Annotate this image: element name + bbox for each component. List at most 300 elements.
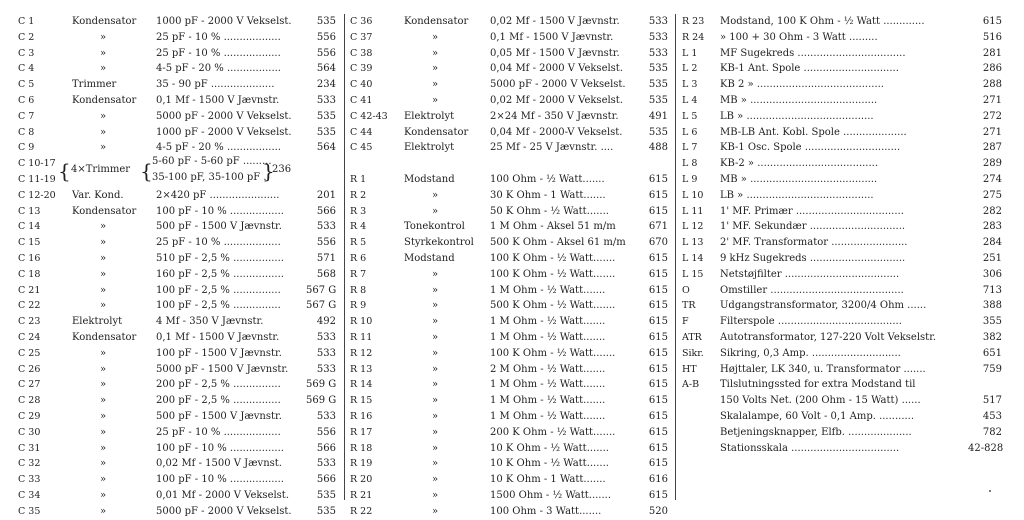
part-number: 615 <box>648 300 668 312</box>
part-number: 533 <box>316 94 336 106</box>
part-desc: 4-5 pF - 20 % ................. <box>156 63 281 75</box>
part-number: 616 <box>648 474 668 486</box>
part-desc: 1' MF. Sekundær .............................. <box>720 221 906 233</box>
part-type: » <box>100 284 107 296</box>
part-desc: 500 K Ohm - Aksel 61 m/m <box>490 237 626 249</box>
part-type: Elektrolyt <box>404 110 455 122</box>
part-desc: 200 pF - 2,5 % ............... <box>156 395 281 407</box>
part-ref: L 9 <box>682 173 698 185</box>
part-number: 615 <box>648 205 668 217</box>
part-number: 234 <box>316 79 336 91</box>
part-desc: KB 2 » ........................................ <box>720 79 884 91</box>
part-ref: L 3 <box>682 79 698 91</box>
part-ref: R 2 <box>350 189 367 201</box>
parts-row <box>682 204 1002 220</box>
part-desc: 160 pF - 2,5 % ................ <box>156 268 284 280</box>
part-desc: 1500 Ohm - ½ Watt....... <box>490 489 612 501</box>
part-number: 355 <box>982 316 1002 328</box>
part-number: 615 <box>648 316 668 328</box>
part-number: 782 <box>982 426 1002 438</box>
part-ref: C 28 <box>18 395 41 407</box>
parts-row <box>18 314 336 330</box>
part-number: 615 <box>648 442 668 454</box>
part-desc: 1 M Ohm - ½ Watt....... <box>490 379 606 391</box>
part-type: » <box>100 426 107 438</box>
corner-speck <box>989 490 991 492</box>
part-ref: C 13 <box>18 205 41 217</box>
part-desc: 0,02 Mf - 2000 V Vekselst. <box>490 94 624 106</box>
part-ref: C 3 <box>18 47 35 59</box>
parts-row <box>682 61 1002 77</box>
part-desc: Stationsskala .................................. <box>720 442 900 454</box>
part-desc: Betjeningsknapper, Elfb. .................... <box>720 426 912 438</box>
part-type: » <box>432 426 439 438</box>
part-type: Kondensator <box>72 16 137 27</box>
part-ref: C 7 <box>18 110 35 122</box>
part-desc: 25 pF - 10 % .................. <box>156 47 281 59</box>
part-desc: 1000 pF - 2000 V Vekselst. <box>156 126 292 138</box>
part-ref: C 6 <box>18 94 35 106</box>
trimmer-group-label: 4×Trimmer <box>71 164 131 175</box>
part-ref: R 15 <box>350 395 373 407</box>
parts-row <box>350 156 670 172</box>
part-ref: C 36 <box>350 16 373 27</box>
part-ref: C 11-19 <box>18 173 56 185</box>
part-type: » <box>432 94 439 106</box>
parts-row <box>18 409 336 425</box>
part-number: 564 <box>316 63 336 75</box>
parts-row <box>350 425 670 441</box>
part-number: 271 <box>982 126 1002 138</box>
part-number: 535 <box>316 505 336 517</box>
part-ref: TR <box>682 300 696 312</box>
part-type: » <box>432 331 439 343</box>
parts-row <box>18 330 336 346</box>
part-ref: C 29 <box>18 410 41 422</box>
part-number: 615 <box>648 395 668 407</box>
part-type: » <box>100 458 107 470</box>
part-number: 488 <box>648 142 668 154</box>
part-desc: 100 Ohm - 3 Watt....... <box>490 505 602 517</box>
part-desc: Skalalampe, 60 Volt - 0,1 Amp. ........... <box>720 410 915 422</box>
part-number: 535 <box>648 94 668 106</box>
part-number: 535 <box>316 16 336 27</box>
part-number: 251 <box>982 252 1002 264</box>
parts-column-1 <box>18 14 336 520</box>
part-type: » <box>100 347 107 359</box>
part-number: 492 <box>316 316 336 328</box>
part-number: 566 <box>316 442 336 454</box>
part-ref: C 5 <box>18 79 35 91</box>
part-number: 670 <box>648 237 668 249</box>
part-type: » <box>100 252 107 264</box>
mid-brace: { <box>140 159 153 183</box>
parts-row <box>350 235 670 251</box>
part-number: 615 <box>648 458 668 470</box>
part-ref: C 30 <box>18 426 41 438</box>
part-ref: ATR <box>682 331 702 343</box>
parts-row <box>350 219 670 235</box>
parts-row <box>682 314 1002 330</box>
parts-row <box>18 204 336 220</box>
part-ref: C 27 <box>18 379 41 391</box>
part-desc: 2×24 Mf - 350 V Jævnstr. <box>490 110 619 122</box>
part-type: » <box>100 31 107 43</box>
part-desc: 0,1 Mf - 1500 V Jævnstr. <box>490 31 614 43</box>
part-number: 306 <box>982 268 1002 280</box>
part-type: » <box>432 300 439 312</box>
part-number: 615 <box>648 426 668 438</box>
parts-row <box>18 77 336 93</box>
part-desc: MB » ........................................ <box>720 94 878 106</box>
part-number: 566 <box>316 474 336 486</box>
part-desc: 100 pF - 1500 V Jævnstr. <box>156 347 282 359</box>
part-ref: C 45 <box>350 142 373 154</box>
parts-row <box>18 441 336 457</box>
part-desc: 150 Volts Net. (200 Ohm - 15 Watt) ...... <box>720 395 921 407</box>
parts-row <box>682 425 1002 441</box>
part-type: » <box>432 442 439 454</box>
part-number: 615 <box>648 363 668 375</box>
part-desc: Omstiller .......................................... <box>720 284 904 296</box>
part-type: Kondensator <box>404 126 469 138</box>
part-ref: C 15 <box>18 237 41 249</box>
part-number: 282 <box>982 205 1002 217</box>
part-desc: 0,04 Mf - 2000-V Vekselst. <box>490 126 623 138</box>
part-desc: 5000 pF - 2000 V Vekselst. <box>156 110 292 122</box>
part-ref: R 17 <box>350 426 373 438</box>
parts-row <box>350 393 670 409</box>
part-desc: Udgangstransformator, 3200/4 Ohm ...... <box>720 300 927 312</box>
part-type: » <box>432 268 439 280</box>
part-number: 284 <box>982 237 1002 249</box>
part-desc: 4 Mf - 350 V Jævnstr. <box>156 316 264 328</box>
part-number: 556 <box>316 237 336 249</box>
part-ref: L 12 <box>682 221 704 233</box>
parts-row <box>682 377 1002 393</box>
part-number: 564 <box>316 142 336 154</box>
parts-row <box>350 140 670 156</box>
part-ref: O <box>682 284 690 296</box>
trimmer-group-line1: 5-60 pF - 5-60 pF ......... <box>152 156 272 167</box>
part-type: » <box>432 410 439 422</box>
part-number: 567 G <box>306 284 337 296</box>
parts-row <box>350 362 670 378</box>
part-ref: C 14 <box>18 221 41 233</box>
part-desc: KB-1 Osc. Spole .............................. <box>720 142 901 154</box>
part-ref: R 8 <box>350 284 367 296</box>
parts-row <box>18 283 336 299</box>
parts-row <box>350 93 670 109</box>
part-ref: L 13 <box>682 237 704 249</box>
part-number: 533 <box>316 331 336 343</box>
part-number: 568 <box>316 268 336 280</box>
part-desc: 100 Ohm - ½ Watt....... <box>490 173 605 185</box>
part-number: 533 <box>316 410 336 422</box>
trimmer-group <box>18 156 336 188</box>
part-type: » <box>100 410 107 422</box>
parts-row <box>350 77 670 93</box>
part-desc: 200 pF - 2,5 % ............... <box>156 379 281 391</box>
part-desc: LB » ........................................ <box>720 189 874 201</box>
part-ref: R 22 <box>350 505 373 517</box>
part-desc: 100 pF - 2,5 % ............... <box>156 300 281 312</box>
left-brace: { <box>58 159 71 183</box>
part-number: 275 <box>982 189 1002 201</box>
part-desc: 200 K Ohm - ½ Watt....... <box>490 426 616 438</box>
parts-row <box>682 283 1002 299</box>
part-ref: R 6 <box>350 252 367 264</box>
part-ref: C 41 <box>350 94 373 106</box>
part-desc: 0,01 Mf - 2000 V Vekselst. <box>156 489 290 501</box>
part-ref: R 23 <box>682 16 705 27</box>
parts-row <box>18 377 336 393</box>
part-number: 535 <box>316 489 336 501</box>
parts-row <box>350 125 670 141</box>
part-type: » <box>100 489 107 501</box>
part-number: 535 <box>648 126 668 138</box>
part-desc: 25 Mf - 25 V Jævnstr. .... <box>490 142 614 154</box>
part-number: 556 <box>316 31 336 43</box>
parts-row <box>682 298 1002 314</box>
parts-row <box>350 109 670 125</box>
parts-row <box>18 488 336 504</box>
part-ref: L 1 <box>682 47 698 59</box>
part-ref: C 38 <box>350 47 373 59</box>
part-number: 274 <box>982 173 1002 185</box>
parts-row <box>350 409 670 425</box>
part-desc: KB-2 » ...................................... <box>720 158 879 170</box>
part-ref: C 12-20 <box>18 189 56 201</box>
parts-row <box>18 30 336 46</box>
parts-row <box>350 204 670 220</box>
part-desc: 10 K Ohm - 1 Watt....... <box>490 474 606 486</box>
part-number: 272 <box>982 110 1002 122</box>
part-desc: 100 K Ohm - ½ Watt....... <box>490 252 616 264</box>
part-desc: 100 pF - 10 % ................. <box>156 205 284 217</box>
part-type: Var. Kond. <box>72 189 124 201</box>
part-ref: R 3 <box>350 205 367 217</box>
part-number: 615 <box>648 252 668 264</box>
part-ref: C 9 <box>18 142 35 154</box>
part-ref: L 10 <box>682 189 704 201</box>
part-ref: C 25 <box>18 347 41 359</box>
parts-row <box>18 46 336 62</box>
parts-row <box>350 441 670 457</box>
parts-row <box>682 441 1002 457</box>
part-type: » <box>432 316 439 328</box>
part-type: Kondensator <box>72 94 137 106</box>
part-desc: 1 M Ohm - Aksel 51 m/m <box>490 221 616 233</box>
part-number: 517 <box>982 395 1002 407</box>
part-type: Kondensator <box>72 205 137 217</box>
part-type: Modstand <box>404 252 455 264</box>
parts-row <box>18 14 336 30</box>
part-ref: R 10 <box>350 316 373 328</box>
part-desc: 5000 pF - 2000 V Vekselst. <box>490 79 626 91</box>
column-divider-1 <box>344 14 345 500</box>
part-type: » <box>100 63 107 75</box>
part-ref: R 13 <box>350 363 373 375</box>
part-ref: C 16 <box>18 252 41 264</box>
part-type: » <box>100 395 107 407</box>
part-number: 615 <box>982 16 1002 27</box>
part-number: 520 <box>648 505 668 517</box>
part-type: » <box>432 284 439 296</box>
part-ref: R 18 <box>350 442 373 454</box>
column-divider-2 <box>675 14 676 500</box>
part-number: 571 <box>316 252 336 264</box>
parts-row <box>682 77 1002 93</box>
part-ref: C 31 <box>18 442 41 454</box>
part-desc: MB » ........................................ <box>720 173 878 185</box>
parts-row <box>18 140 336 156</box>
parts-row <box>682 140 1002 156</box>
part-number: 382 <box>982 331 1002 343</box>
part-ref: R 19 <box>350 458 373 470</box>
parts-row <box>682 362 1002 378</box>
part-number: 288 <box>982 79 1002 91</box>
part-ref: L 15 <box>682 268 704 280</box>
part-number: 533 <box>316 363 336 375</box>
part-desc: 500 pF - 1500 V Jævnstr. <box>156 221 282 233</box>
part-number: 42-828 <box>968 442 1004 454</box>
parts-row <box>350 172 670 188</box>
part-ref: HT <box>682 363 697 375</box>
part-ref: L 4 <box>682 94 698 106</box>
part-ref: R 14 <box>350 379 373 391</box>
part-number: 615 <box>648 347 668 359</box>
part-desc: 2×420 pF ...................... <box>156 189 280 201</box>
part-ref: R 24 <box>682 31 705 43</box>
part-ref: C 35 <box>18 505 41 517</box>
parts-row <box>18 188 336 204</box>
part-number: 615 <box>648 173 668 185</box>
part-type: » <box>432 379 439 391</box>
part-type: » <box>432 189 439 201</box>
part-desc: 100 K Ohm - ½ Watt....... <box>490 347 616 359</box>
part-ref: C 40 <box>350 79 373 91</box>
part-type: » <box>100 505 107 517</box>
parts-column-3 <box>682 14 1002 456</box>
part-number: 491 <box>648 110 668 122</box>
part-type: » <box>432 63 439 75</box>
parts-row <box>682 30 1002 46</box>
part-ref: C 34 <box>18 489 41 501</box>
parts-row <box>350 472 670 488</box>
part-number: 759 <box>982 363 1002 375</box>
part-ref: R 20 <box>350 474 373 486</box>
parts-row <box>350 456 670 472</box>
part-number: 615 <box>648 379 668 391</box>
part-type: Kondensator <box>72 331 137 343</box>
part-type: » <box>100 363 107 375</box>
part-desc: Modstand, 100 K Ohm - ½ Watt ............. <box>720 16 925 27</box>
parts-row <box>18 298 336 314</box>
part-type: » <box>100 442 107 454</box>
parts-row <box>682 156 1002 172</box>
part-desc: 0,02 Mf - 1500 V Jævnst. <box>156 458 282 470</box>
part-desc: Filterspole ....................................... <box>720 316 902 328</box>
part-type: » <box>432 347 439 359</box>
part-desc: 10 K Ohm - ½ Watt....... <box>490 458 609 470</box>
part-ref: R 1 <box>350 173 367 185</box>
part-desc: 1 M Ohm - ½ Watt....... <box>490 284 606 296</box>
parts-row <box>18 472 336 488</box>
part-desc: 100 K Ohm - ½ Watt....... <box>490 268 616 280</box>
part-ref: R 4 <box>350 221 367 233</box>
part-desc: 1 M Ohm - ½ Watt....... <box>490 410 606 422</box>
part-desc: 5000 pF - 1500 V Jævnstr. <box>156 363 289 375</box>
parts-row <box>682 267 1002 283</box>
part-ref: C 1 <box>18 16 35 27</box>
part-desc: 510 pF - 2,5 % ................ <box>156 252 284 264</box>
trimmer-group-num: 236 <box>272 164 292 175</box>
part-number: 533 <box>316 221 336 233</box>
parts-row <box>350 488 670 504</box>
parts-row <box>682 46 1002 62</box>
part-ref: C 10-17 <box>18 158 56 170</box>
part-ref: C 22 <box>18 300 41 312</box>
parts-row <box>682 330 1002 346</box>
part-ref: R 12 <box>350 347 373 359</box>
parts-row <box>18 425 336 441</box>
part-number: 516 <box>982 31 1002 43</box>
trimmer-group-line2: 35-100 pF, 35-100 pF . <box>152 172 267 183</box>
part-number: 271 <box>982 94 1002 106</box>
part-type: » <box>432 489 439 501</box>
part-desc: 2' MF. Transformator ........................ <box>720 237 908 249</box>
parts-row <box>682 188 1002 204</box>
part-ref: R 7 <box>350 268 367 280</box>
part-type: Elektrolyt <box>404 142 455 154</box>
part-ref: C 42-43 <box>350 110 388 122</box>
part-type: » <box>432 79 439 91</box>
part-desc: 100 pF - 2,5 % ............... <box>156 284 281 296</box>
part-desc: MB-LB Ant. Kobl. Spole .................... <box>720 126 907 138</box>
parts-row <box>18 109 336 125</box>
part-ref: L 6 <box>682 126 698 138</box>
parts-row <box>682 346 1002 362</box>
part-desc: » 100 + 30 Ohm - 3 Watt ......... <box>720 31 878 43</box>
part-number: 289 <box>982 158 1002 170</box>
part-ref: R 16 <box>350 410 373 422</box>
part-type: » <box>432 363 439 375</box>
part-desc: 500 K Ohm - ½ Watt....... <box>490 300 616 312</box>
part-type: » <box>100 268 107 280</box>
part-desc: 1' MF. Primær .................................. <box>720 205 904 217</box>
part-desc: 1000 pF - 2000 V Vekselst. <box>156 16 292 27</box>
right-brace: } <box>262 159 275 183</box>
part-desc: 1 M Ohm - ½ Watt....... <box>490 316 606 328</box>
parts-row <box>682 14 1002 30</box>
part-ref: F <box>682 316 689 328</box>
part-type: » <box>432 47 439 59</box>
part-ref: L 7 <box>682 142 698 154</box>
part-ref: A-B <box>682 379 700 391</box>
part-number: 533 <box>648 31 668 43</box>
parts-row <box>350 298 670 314</box>
part-desc: 25 pF - 10 % .................. <box>156 31 281 43</box>
part-desc: 0,05 Mf - 1500 V Jævnstr. <box>490 47 620 59</box>
part-desc: MF Sugekreds .................................. <box>720 47 906 59</box>
part-type: » <box>100 474 107 486</box>
part-number: 567 G <box>306 300 337 312</box>
parts-row <box>18 61 336 77</box>
part-desc: 50 K Ohm - ½ Watt....... <box>490 205 609 217</box>
part-desc: 2 M Ohm - ½ Watt....... <box>490 363 606 375</box>
parts-row <box>682 109 1002 125</box>
